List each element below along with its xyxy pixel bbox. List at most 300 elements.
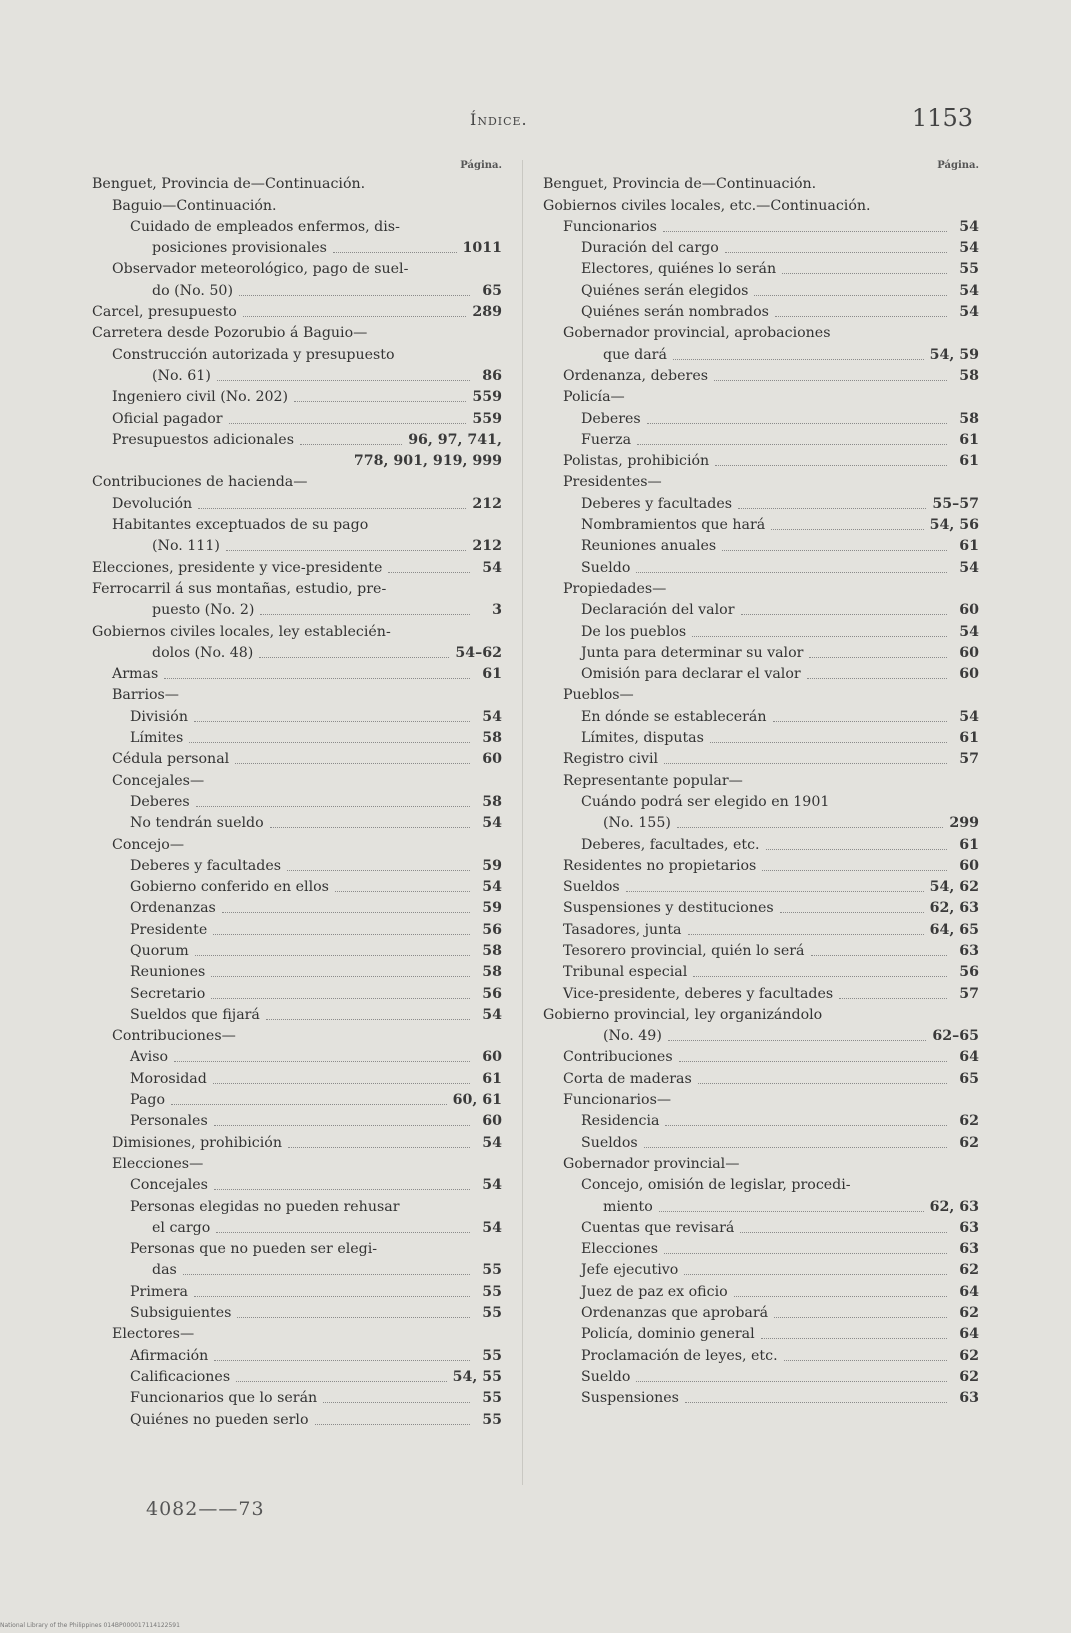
entry-page-ref: 60 xyxy=(959,666,979,683)
index-entry xyxy=(543,1088,979,1109)
entry-page-ref: 57 xyxy=(959,985,979,1002)
page-number: 1153 xyxy=(911,104,973,132)
entry-page-ref: 56 xyxy=(959,964,979,981)
dot-leader xyxy=(236,1381,447,1382)
entry-text: Concejo— xyxy=(112,836,185,853)
entry-page-ref: 212 xyxy=(472,538,502,555)
entry-page-ref: 55 xyxy=(482,1390,502,1407)
dot-leader xyxy=(636,1381,947,1382)
entry-text: Presidentes— xyxy=(563,474,662,491)
entry-text: Declaración del valor xyxy=(581,602,735,619)
entry-text: Observador meteorológico, pago de suel- xyxy=(112,261,409,278)
index-entry xyxy=(543,1216,979,1237)
entry-text: Quiénes no pueden serlo xyxy=(130,1411,309,1428)
entry-text: Proclamación de leyes, etc. xyxy=(581,1347,778,1364)
dot-leader xyxy=(214,1360,470,1361)
entry-text: Residentes no propietarios xyxy=(563,857,757,874)
index-entry xyxy=(92,896,502,917)
entry-text: posiciones provisionales xyxy=(152,240,327,257)
entry-text: Armas xyxy=(112,666,159,683)
entry-text: Contribuciones de hacienda— xyxy=(92,474,308,491)
entry-text: Contribuciones xyxy=(563,1049,673,1066)
entry-text: (No. 111) xyxy=(152,538,220,555)
dot-leader xyxy=(213,934,470,935)
dot-leader xyxy=(259,657,449,658)
entry-text: Tesorero provincial, quién lo será xyxy=(563,942,805,959)
index-entry xyxy=(543,1024,979,1045)
entry-text: Polistas, prohibición xyxy=(563,453,710,470)
entry-page-ref: 1011 xyxy=(462,240,502,257)
entry-page-ref: 56 xyxy=(482,985,502,1002)
index-entry xyxy=(92,513,502,534)
entry-text: do (No. 50) xyxy=(152,282,233,299)
dot-leader xyxy=(270,827,470,828)
index-entry xyxy=(543,768,979,789)
index-entry xyxy=(543,470,979,491)
entry-page-ref: 61 xyxy=(959,538,979,555)
dot-leader xyxy=(288,1147,470,1148)
entry-text: Gobiernos civiles locales, etc.—Continuación. xyxy=(543,197,871,214)
entry-page-ref: 64, 65 xyxy=(929,921,979,938)
dot-leader xyxy=(722,550,947,551)
dot-leader xyxy=(636,572,947,573)
dot-leader xyxy=(211,976,470,977)
index-entry xyxy=(92,342,502,363)
entry-text: Quorum xyxy=(130,942,189,959)
entry-text: Presidente xyxy=(130,921,208,938)
entry-text: Contribuciones— xyxy=(112,1028,236,1045)
index-column-left xyxy=(92,160,502,1429)
index-entry xyxy=(543,321,979,342)
index-entry xyxy=(92,598,502,619)
index-entry xyxy=(543,1066,979,1087)
entry-page-ref: 64 xyxy=(959,1283,979,1300)
dot-leader xyxy=(626,891,924,892)
dot-leader xyxy=(685,1402,947,1403)
index-entry xyxy=(543,641,979,662)
entry-page-ref: 3 xyxy=(492,602,502,619)
index-entry xyxy=(92,960,502,981)
index-entry xyxy=(543,1343,979,1364)
dot-leader xyxy=(684,1274,947,1275)
entry-page-ref: 60 xyxy=(959,857,979,874)
entry-page-ref: 61 xyxy=(959,730,979,747)
entry-text: Elecciones, presidente y vice-presidente xyxy=(92,559,383,576)
entry-text: Nombramientos que hará xyxy=(581,517,766,534)
entry-page-ref: 54 xyxy=(482,1006,502,1023)
dot-leader xyxy=(688,934,924,935)
entry-text: Secretario xyxy=(130,985,206,1002)
entry-text: Policía— xyxy=(563,389,625,406)
index-entry xyxy=(543,534,979,555)
dot-leader xyxy=(211,998,470,999)
entry-page-ref: 63 xyxy=(959,942,979,959)
index-entry xyxy=(543,1003,979,1024)
entry-text: Gobierno conferido en ellos xyxy=(130,879,329,896)
column-divider xyxy=(522,160,523,1485)
dot-leader xyxy=(839,998,947,999)
index-entry xyxy=(543,172,979,193)
entry-page-ref: 59 xyxy=(482,900,502,917)
index-entry xyxy=(92,790,502,811)
entry-page-ref: 54 xyxy=(959,218,979,235)
index-entry xyxy=(543,726,979,747)
entry-page-ref: 62, 63 xyxy=(929,900,979,917)
entry-page-ref: 55 xyxy=(959,261,979,278)
dot-leader xyxy=(734,1296,947,1297)
entry-page-ref: 62 xyxy=(959,1347,979,1364)
entry-text: puesto (No. 2) xyxy=(152,602,255,619)
index-entry xyxy=(92,321,502,342)
index-entry xyxy=(92,428,502,449)
dot-leader xyxy=(214,1189,470,1190)
entry-text: Sueldos xyxy=(581,1134,638,1151)
entry-page-ref: 61 xyxy=(959,836,979,853)
entry-text: Electores, quiénes lo serán xyxy=(581,261,777,278)
entry-text: Cuidado de empleados enfermos, dis- xyxy=(130,218,400,235)
entry-text: el cargo xyxy=(152,1219,211,1236)
index-entry xyxy=(543,896,979,917)
index-entry xyxy=(92,939,502,960)
entry-page-ref: 58 xyxy=(482,793,502,810)
index-entry xyxy=(543,342,979,363)
dot-leader xyxy=(229,423,467,424)
entry-page-ref: 60 xyxy=(959,644,979,661)
index-entry xyxy=(92,1194,502,1215)
dot-leader xyxy=(664,1253,947,1254)
index-entry xyxy=(543,662,979,683)
entry-text: Junta para determinar su valor xyxy=(581,644,804,661)
index-entry xyxy=(543,683,979,704)
entry-page-ref: 62, 63 xyxy=(929,1198,979,1215)
entry-text: Policía, dominio general xyxy=(581,1326,755,1343)
index-entry xyxy=(92,1024,502,1045)
index-entry xyxy=(543,704,979,725)
index-entry xyxy=(92,1216,502,1237)
index-entry-list-right xyxy=(543,172,979,1407)
entry-page-ref: 96, 97, 741, xyxy=(408,431,502,448)
index-entry xyxy=(92,215,502,236)
entry-text: Gobierno provincial, ley organizándolo xyxy=(543,1006,823,1023)
entry-text: Límites, disputas xyxy=(581,730,704,747)
entry-text: Suspensiones xyxy=(581,1390,679,1407)
entry-text: Morosidad xyxy=(130,1070,207,1087)
dot-leader xyxy=(740,1232,947,1233)
entry-text: Carretera desde Pozorubio á Baguio— xyxy=(92,325,368,342)
entry-text: Presupuestos adicionales xyxy=(112,431,294,448)
entry-page-ref: 65 xyxy=(482,282,502,299)
dot-leader xyxy=(664,763,947,764)
index-entry xyxy=(92,641,502,662)
dot-leader xyxy=(663,231,947,232)
entry-page-ref: 54, 59 xyxy=(929,346,979,363)
entry-text: Primera xyxy=(130,1283,188,1300)
dot-leader xyxy=(174,1061,470,1062)
index-entry xyxy=(92,449,502,470)
entry-text: De los pueblos xyxy=(581,623,687,640)
index-entry xyxy=(543,981,979,1002)
entry-text: División xyxy=(130,708,188,725)
entry-page-ref: 54 xyxy=(482,1177,502,1194)
index-entry xyxy=(543,577,979,598)
entry-page-ref: 60 xyxy=(482,1113,502,1130)
dot-leader xyxy=(714,380,947,381)
entry-page-ref: 289 xyxy=(472,304,502,321)
entry-text: Ingeniero civil (No. 202) xyxy=(112,389,289,406)
entry-page-ref: 63 xyxy=(959,1219,979,1236)
dot-leader xyxy=(222,912,470,913)
entry-page-ref: 58 xyxy=(482,964,502,981)
entry-page-ref: 86 xyxy=(482,367,502,384)
index-entry xyxy=(92,1109,502,1130)
entry-text: Gobernador provincial— xyxy=(563,1155,740,1172)
entry-page-ref: 55 xyxy=(482,1283,502,1300)
dot-leader xyxy=(194,1296,470,1297)
dot-leader xyxy=(811,955,948,956)
dot-leader xyxy=(673,359,924,360)
index-entry xyxy=(92,875,502,896)
entry-text: Benguet, Provincia de—Continuación. xyxy=(543,176,817,193)
entry-page-ref: 62 xyxy=(959,1305,979,1322)
entry-page-ref: 61 xyxy=(959,431,979,448)
index-entry xyxy=(543,1322,979,1343)
dot-leader xyxy=(762,870,947,871)
entry-text: Afirmación xyxy=(130,1347,209,1364)
entry-page-ref: 62 xyxy=(959,1262,979,1279)
index-entry xyxy=(92,1343,502,1364)
entry-page-ref: 64 xyxy=(959,1326,979,1343)
index-entry xyxy=(543,1173,979,1194)
entry-page-ref: 54–62 xyxy=(455,644,502,661)
dot-leader xyxy=(333,252,457,253)
entry-text: Concejales xyxy=(130,1177,208,1194)
entry-text: Cuándo podrá ser elegido en 1901 xyxy=(581,793,830,810)
entry-page-ref: 64 xyxy=(959,1049,979,1066)
index-entry xyxy=(92,1045,502,1066)
dot-leader xyxy=(300,444,402,445)
entry-text: Límites xyxy=(130,730,184,747)
index-entry xyxy=(543,619,979,640)
index-entry xyxy=(543,1109,979,1130)
entry-text: Sueldos que fijará xyxy=(130,1006,260,1023)
entry-text: Concejo, omisión de legislar, procedi- xyxy=(581,1177,851,1194)
entry-page-ref: 778, 901, 919, 999 xyxy=(353,453,502,470)
entry-text: Corta de maderas xyxy=(563,1070,692,1087)
index-entry xyxy=(92,534,502,555)
entry-text: Jefe ejecutivo xyxy=(581,1262,679,1279)
index-entry xyxy=(92,1301,502,1322)
index-entry xyxy=(543,385,979,406)
dot-leader xyxy=(668,1040,927,1041)
index-entry xyxy=(543,1386,979,1407)
entry-page-ref: 559 xyxy=(472,410,502,427)
index-entry xyxy=(92,364,502,385)
dot-leader xyxy=(195,955,470,956)
entry-page-ref: 54 xyxy=(482,708,502,725)
entry-text: Registro civil xyxy=(563,751,659,768)
entry-page-ref: 61 xyxy=(482,666,502,683)
signature-mark: 4082——73 xyxy=(146,1498,265,1520)
dot-leader xyxy=(323,1402,470,1403)
index-entry xyxy=(543,491,979,512)
entry-page-ref: 54 xyxy=(959,240,979,257)
dot-leader xyxy=(809,657,947,658)
index-entry xyxy=(92,257,502,278)
dot-leader xyxy=(780,912,924,913)
index-entry xyxy=(543,1237,979,1258)
entry-page-ref: 55 xyxy=(482,1411,502,1428)
dot-leader xyxy=(198,508,466,509)
dot-leader xyxy=(775,316,947,317)
entry-text: Residencia xyxy=(581,1113,660,1130)
entry-page-ref: 63 xyxy=(959,1241,979,1258)
entry-text: Baguio—Continuación. xyxy=(112,197,277,214)
entry-text: Dimisiones, prohibición xyxy=(112,1134,282,1151)
index-entry xyxy=(92,704,502,725)
entry-text: Pago xyxy=(130,1092,165,1109)
index-entry xyxy=(543,449,979,470)
dot-leader xyxy=(665,1125,947,1126)
entry-page-ref: 54 xyxy=(482,559,502,576)
index-entry xyxy=(543,215,979,236)
entry-text: dolos (No. 48) xyxy=(152,644,254,661)
entry-page-ref: 62 xyxy=(959,1134,979,1151)
index-entry xyxy=(543,598,979,619)
index-entry xyxy=(92,1088,502,1109)
entry-text: que dará xyxy=(603,346,667,363)
entry-text: Carcel, presupuesto xyxy=(92,304,237,321)
entry-page-ref: 62 xyxy=(959,1368,979,1385)
entry-page-ref: 559 xyxy=(472,389,502,406)
entry-text: Pueblos— xyxy=(563,687,634,704)
entry-page-ref: 60 xyxy=(482,1049,502,1066)
entry-text: Sueldo xyxy=(581,1368,631,1385)
index-entry xyxy=(92,747,502,768)
entry-page-ref: 62 xyxy=(959,1113,979,1130)
entry-page-ref: 299 xyxy=(949,815,979,832)
dot-leader xyxy=(715,465,947,466)
entry-text: Benguet, Provincia de—Continuación. xyxy=(92,176,366,193)
entry-page-ref: 54 xyxy=(959,282,979,299)
index-entry xyxy=(543,832,979,853)
entry-text: Construcción autorizada y presupuesto xyxy=(112,346,395,363)
index-entry xyxy=(543,1130,979,1151)
entry-text: Ordenanza, deberes xyxy=(563,367,708,384)
dot-leader xyxy=(644,1147,947,1148)
entry-text: Propiedades— xyxy=(563,580,667,597)
entry-text: Ordenanzas xyxy=(130,900,216,917)
entry-page-ref: 60 xyxy=(959,602,979,619)
index-entry xyxy=(543,428,979,449)
entry-text: Vice-presidente, deberes y facultades xyxy=(563,985,834,1002)
entry-text: Reuniones xyxy=(130,964,206,981)
entry-text: Deberes y facultades xyxy=(581,495,732,512)
dot-leader xyxy=(217,380,470,381)
entry-text: Gobernador provincial, aprobaciones xyxy=(563,325,831,342)
index-entry xyxy=(543,236,979,257)
entry-page-ref: 54 xyxy=(482,879,502,896)
index-entry xyxy=(92,491,502,512)
index-entry xyxy=(543,960,979,981)
dot-leader xyxy=(260,614,470,615)
entry-page-ref: 60 xyxy=(482,751,502,768)
index-entry xyxy=(543,811,979,832)
dot-leader xyxy=(677,827,943,828)
dot-leader xyxy=(637,444,947,445)
index-entry xyxy=(543,1279,979,1300)
entry-page-ref: 54 xyxy=(482,1134,502,1151)
index-entry xyxy=(543,1365,979,1386)
dot-leader xyxy=(710,742,947,743)
dot-leader xyxy=(294,401,466,402)
entry-text: Personales xyxy=(130,1113,208,1130)
entry-text: Suspensiones y destituciones xyxy=(563,900,774,917)
index-entry xyxy=(92,854,502,875)
index-entry xyxy=(543,555,979,576)
entry-text: Sueldo xyxy=(581,559,631,576)
entry-text: Deberes xyxy=(581,410,641,427)
entry-text: (No. 49) xyxy=(603,1028,662,1045)
entry-page-ref: 54 xyxy=(959,559,979,576)
dot-leader xyxy=(235,763,470,764)
dot-leader xyxy=(196,806,470,807)
entry-text: Funcionarios— xyxy=(563,1092,672,1109)
index-entry xyxy=(543,1152,979,1173)
dot-leader xyxy=(315,1424,471,1425)
entry-text: Elecciones— xyxy=(112,1155,204,1172)
entry-page-ref: 212 xyxy=(472,495,502,512)
index-entry xyxy=(543,1045,979,1066)
index-entry xyxy=(92,981,502,1002)
index-entry xyxy=(543,875,979,896)
dot-leader xyxy=(698,1083,947,1084)
index-entry xyxy=(92,172,502,193)
entry-page-ref: 58 xyxy=(959,410,979,427)
entry-text: Representante popular— xyxy=(563,772,743,789)
index-entry xyxy=(92,1003,502,1024)
index-entry xyxy=(92,1258,502,1279)
entry-text: Tasadores, junta xyxy=(563,921,682,938)
index-entry xyxy=(543,747,979,768)
index-entry xyxy=(543,917,979,938)
index-entry xyxy=(543,1194,979,1215)
index-entry xyxy=(92,768,502,789)
entry-page-ref: 65 xyxy=(959,1070,979,1087)
dot-leader xyxy=(771,529,923,530)
index-column-right xyxy=(543,160,979,1407)
entry-text: Calificaciones xyxy=(130,1368,231,1385)
dot-leader xyxy=(239,295,470,296)
index-entry xyxy=(543,513,979,534)
entry-text: Ferrocarril á sus montañas, estudio, pre- xyxy=(92,580,387,597)
index-entry xyxy=(543,300,979,321)
index-entry xyxy=(543,193,979,214)
entry-page-ref: 54 xyxy=(959,708,979,725)
entry-page-ref: 55 xyxy=(482,1262,502,1279)
entry-text: Gobiernos civiles locales, ley establecién- xyxy=(92,623,391,640)
entry-page-ref: 54, 56 xyxy=(929,517,979,534)
index-entry xyxy=(92,1386,502,1407)
entry-text: das xyxy=(152,1262,177,1279)
entry-text: Personas elegidas no pueden rehusar xyxy=(130,1198,400,1215)
entry-text: Subsiguientes xyxy=(130,1305,232,1322)
index-entry xyxy=(92,726,502,747)
index-entry xyxy=(543,1258,979,1279)
dot-leader xyxy=(183,1274,470,1275)
entry-page-ref: 55 xyxy=(482,1347,502,1364)
entry-text: No tendrán sueldo xyxy=(130,815,264,832)
entry-text: Electores— xyxy=(112,1326,195,1343)
